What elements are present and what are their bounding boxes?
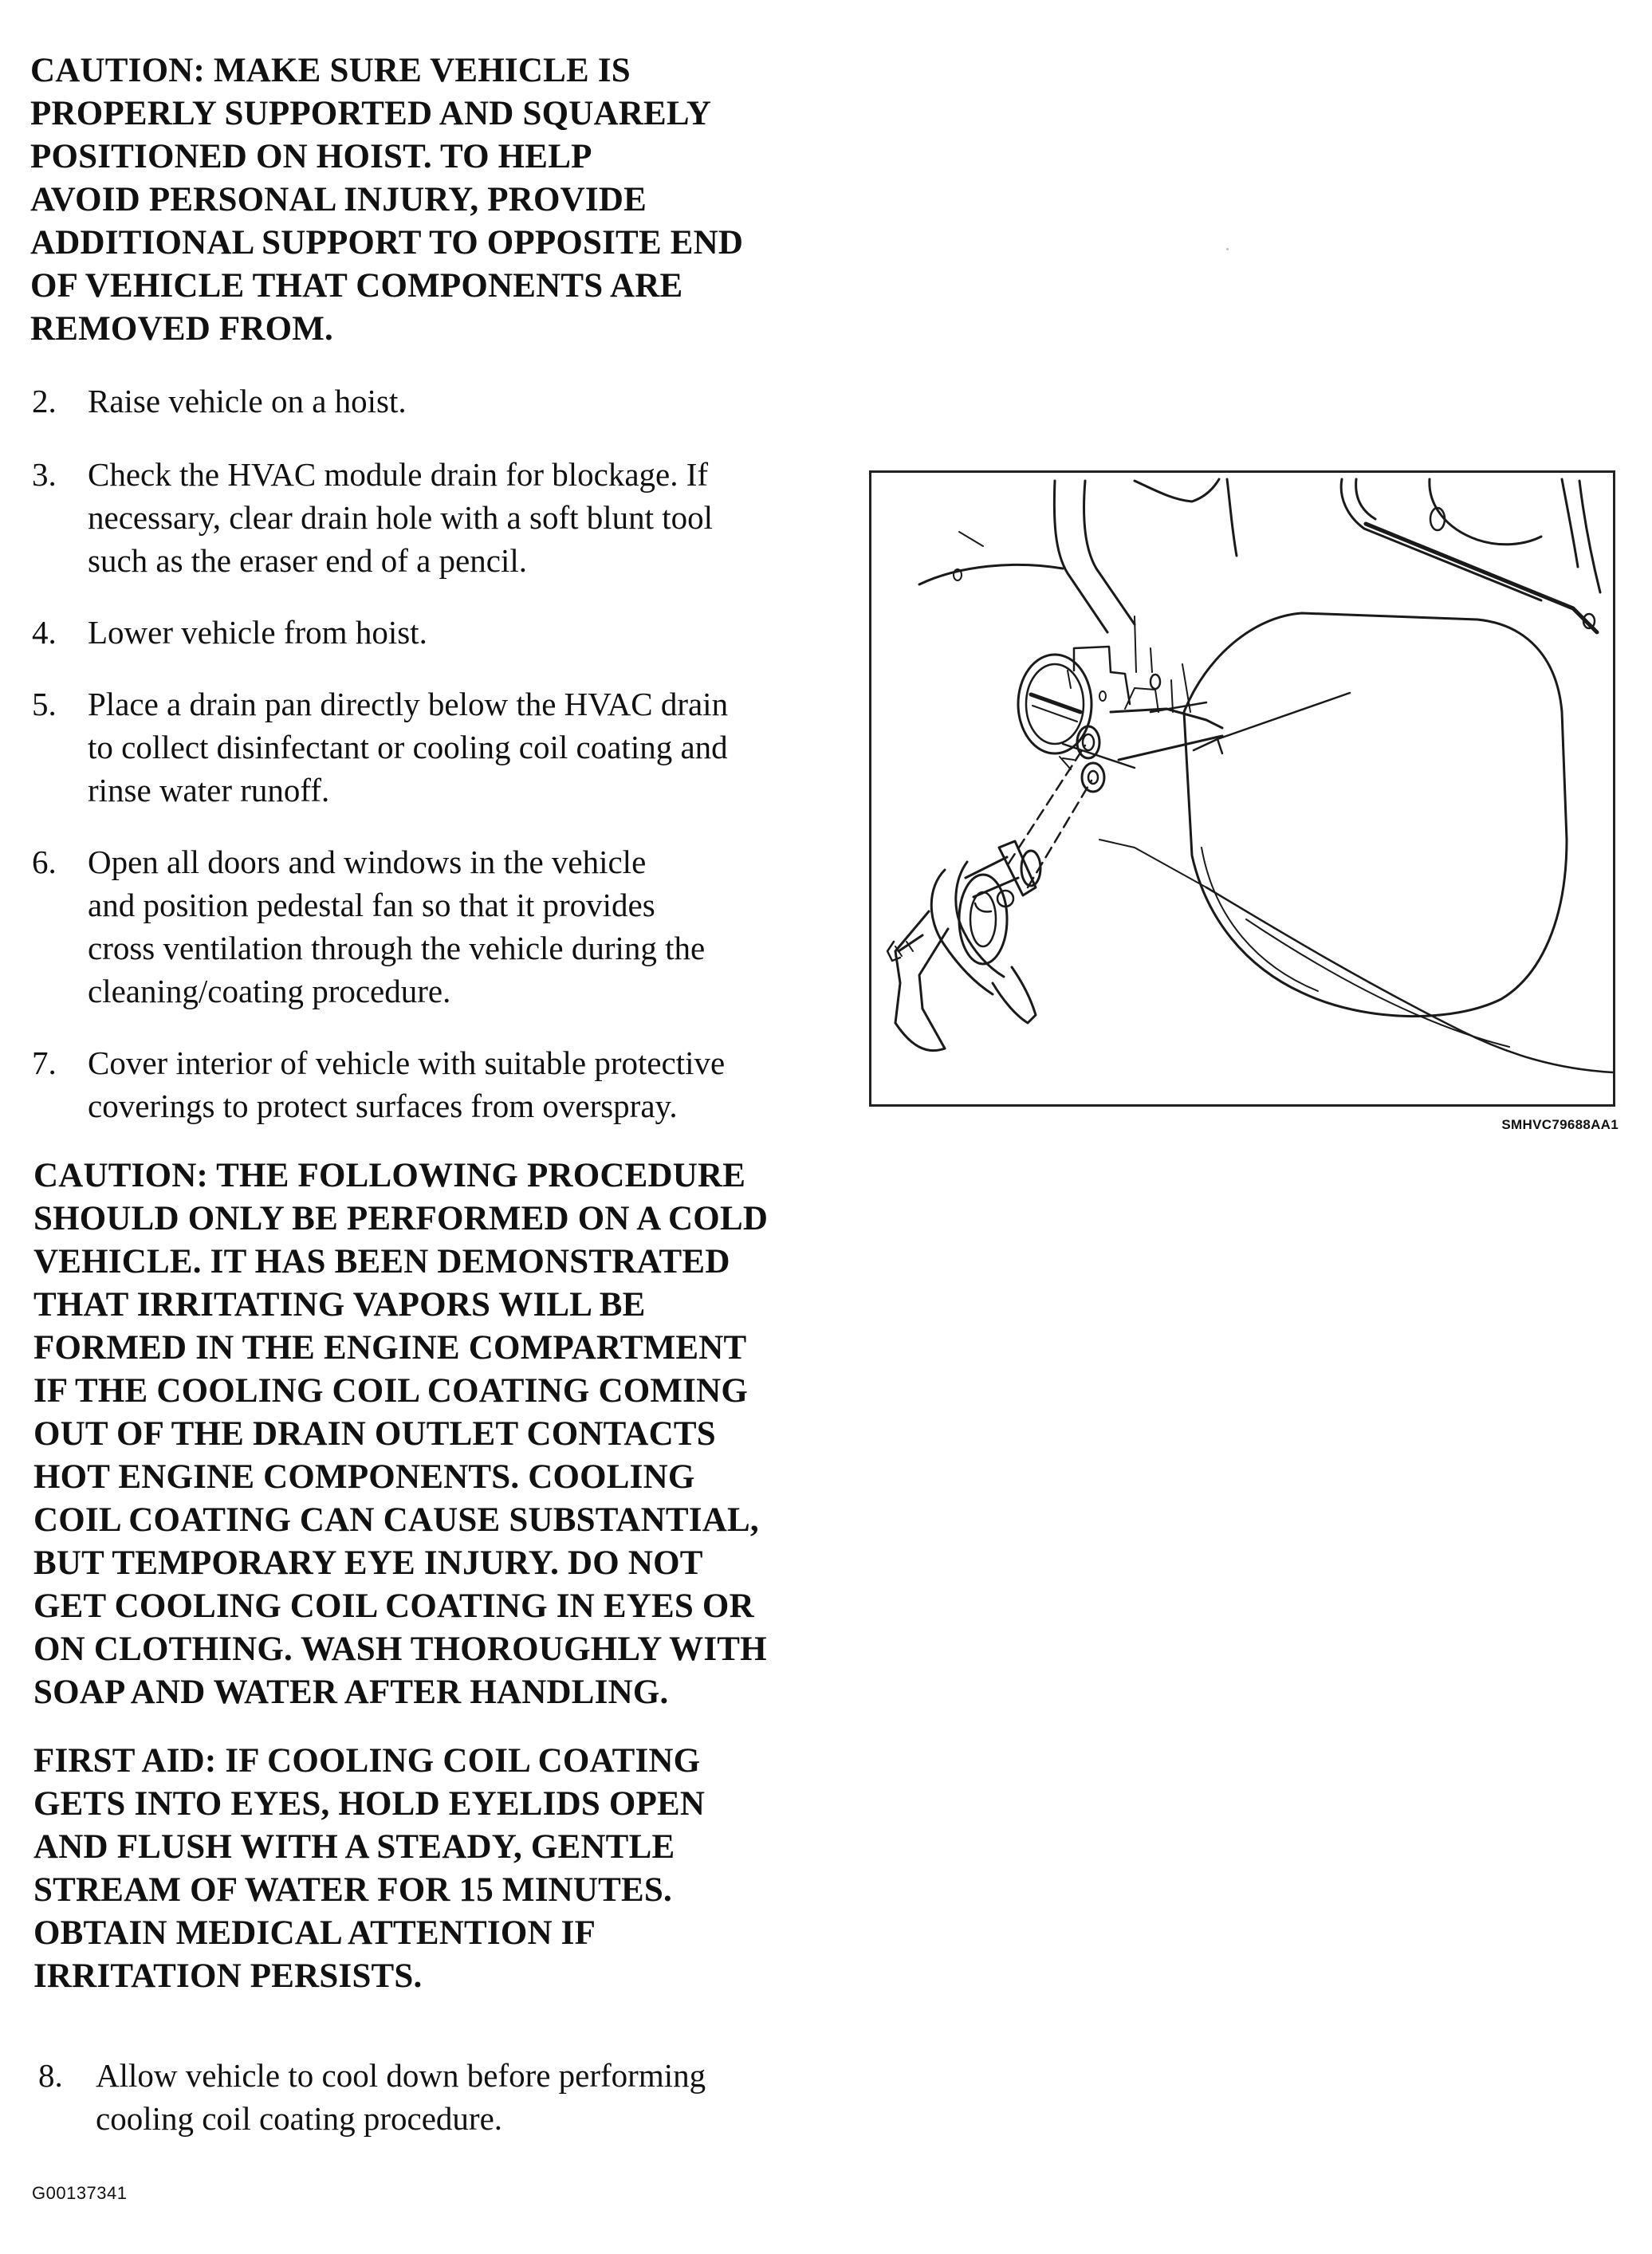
step-number: 7. — [32, 1044, 57, 1081]
step-2 — [32, 380, 821, 423]
step-text: Lower vehicle from hoist. — [88, 614, 427, 651]
figure-caption: SMHVC79688AA1 — [1501, 1117, 1619, 1132]
first-aid-notice: FIRST AID: IF COOLING COIL COATING GETS INTO EYES, HOLD EYELIDS OPEN AND FLUSH WITH A STEADY, GENTLE STREAM OF WATER FOR 15 MINUTES. OBTAIN MEDICAL ATTENTION IF IRRITATION PERSISTS. — [33, 1742, 706, 1995]
caution-cold-vehicle: CAUTION: THE FOLLOWING PROCEDURE SHOULD ONLY BE PERFORMED ON A COLD VEHICLE. IT HAS BEEN DEMONSTRATED THAT IRRITATING VAPORS WILL BE FORMED IN THE ENGINE COMPARTMENT IF THE COOLING COIL COATING COMING OUT OF THE DRAIN OUTLET CONTACTS HOT ENGINE COMPONENTS. COOLING COIL COATING CAN CAUSE SUBSTANTIAL, BUT TEMPORARY EYE INJURY. DO NOT GET COOLING COIL COATING IN EYES OR ON CLOTHING. WASH THOROUGHLY WITH SOAP AND WATER AFTER HANDLING. — [33, 1157, 769, 1711]
step-text: Check the HVAC module drain for blockage. If necessary, clear drain hole with a soft blunt tool such as the eraser end of a pencil. — [88, 456, 714, 579]
hvac-drain-hose-illustration — [871, 473, 1613, 1104]
step-text: Cover interior of vehicle with suitable protective coverings to protect surfaces from overspray. — [88, 1044, 726, 1124]
step-text: Allow vehicle to cool down before performing cooling coil coating procedure. — [96, 2057, 706, 2137]
step-number: 6. — [32, 844, 57, 880]
hvac-drain-figure — [869, 470, 1615, 1107]
step-5 — [32, 682, 821, 812]
caution-vehicle-support: CAUTION: MAKE SURE VEHICLE IS PROPERLY SUPPORTED AND SQUARELY POSITIONED ON HOIST. TO HELP AVOID PERSONAL INJURY, PROVIDE ADDITIONAL SUPPORT TO OPPOSITE END OF VEHICLE THAT COMPONENTS ARE REMOVED FROM. — [30, 52, 744, 348]
step-number: 4. — [32, 614, 57, 651]
step-text: Raise vehicle on a hoist. — [88, 383, 407, 419]
step-3 — [32, 453, 821, 582]
scan-speck — [1226, 248, 1229, 250]
step-4 — [32, 611, 821, 654]
step-number: 5. — [32, 686, 57, 722]
step-text: Open all doors and windows in the vehicle and position pedestal fan so that it provides cross ventilation through the vehicle during the cleaning/coating procedure. — [88, 844, 706, 1009]
step-6 — [32, 840, 821, 1013]
step-8 — [38, 2054, 828, 2140]
step-7 — [32, 1041, 821, 1127]
step-text: Place a drain pan directly below the HVAC drain to collect disinfectant or cooling coil coating and rinse water runoff. — [88, 686, 729, 808]
step-number: 8. — [38, 2057, 63, 2094]
document-id: G00137341 — [32, 2183, 128, 2203]
step-number: 2. — [32, 383, 57, 419]
step-number: 3. — [32, 456, 57, 493]
